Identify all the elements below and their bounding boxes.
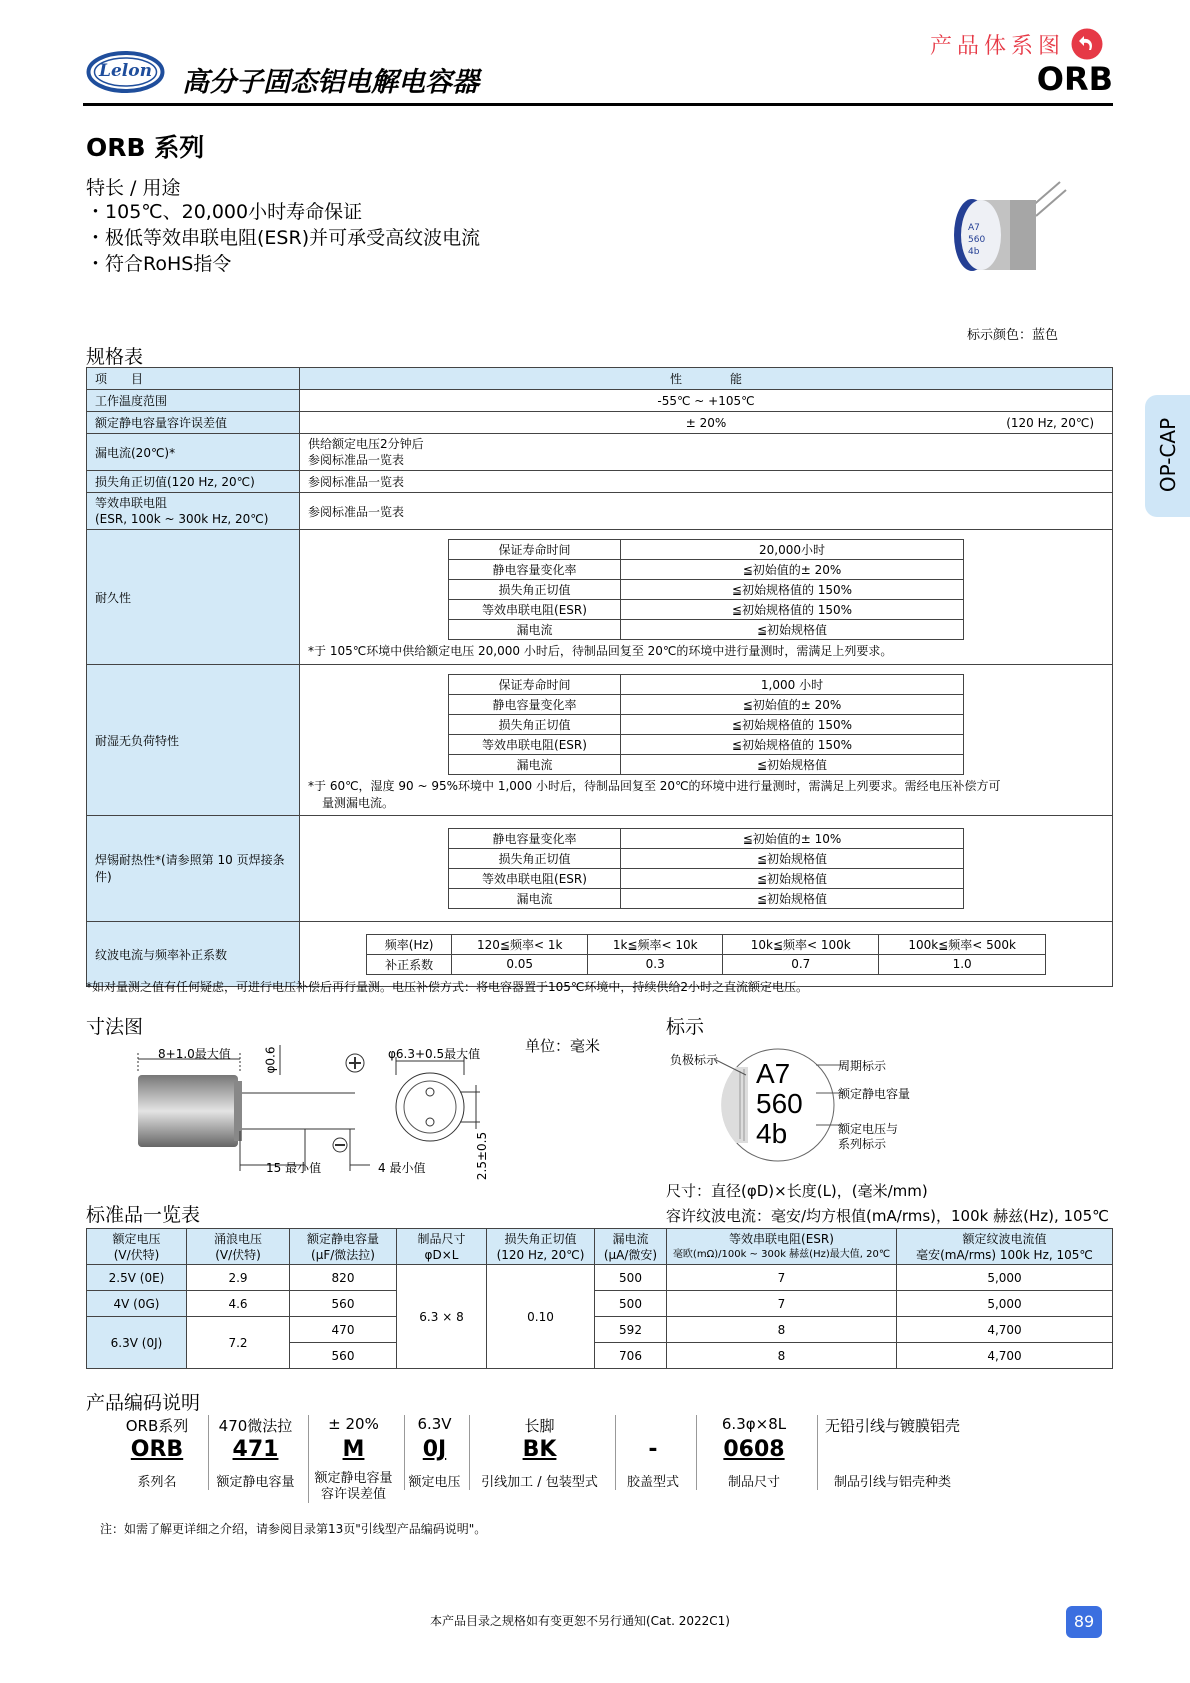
code-example: 长脚 bbox=[524, 1417, 555, 1435]
cap-print: 4b bbox=[968, 247, 980, 257]
code-value: 0J bbox=[422, 1437, 447, 1462]
features-heading: 特长 / 用途 bbox=[86, 177, 181, 199]
product-code-breakdown bbox=[113, 1415, 1013, 1515]
code-value: ORB bbox=[130, 1437, 184, 1462]
esr-label-line: (ESR, 100k ~ 300k Hz, 20℃) bbox=[95, 512, 269, 526]
dim-dia-label: φ6.3+0.5最大值 bbox=[388, 1047, 481, 1061]
solder-item: 静电容量变化率 bbox=[449, 829, 621, 849]
endurance-item: 漏电流 bbox=[449, 620, 621, 640]
ripple-value: 1.0 bbox=[879, 954, 1046, 974]
std-col: 制品尺寸 φD×L bbox=[397, 1229, 487, 1265]
esr-value: 参阅标准品一览表 bbox=[300, 493, 1113, 530]
std-cap: 820 bbox=[290, 1265, 397, 1291]
page-title: 高分子固态铝电解电容器 bbox=[182, 67, 479, 98]
mark-neg: 负极标示 bbox=[670, 1053, 719, 1067]
humidity-label: 耐湿无负荷特性 bbox=[87, 665, 300, 816]
code-desc: 引线加工 / 包装型式 bbox=[481, 1475, 598, 1490]
std-col: 额定纹波电流值 毫安(mA/rms) 100k Hz, 105℃ bbox=[897, 1229, 1113, 1265]
std-leak: 500 bbox=[595, 1291, 667, 1317]
leak-label: 漏电流(20℃)* bbox=[87, 434, 300, 471]
product-system-link[interactable] bbox=[930, 28, 1103, 60]
nav-link-label: 产品体系图 bbox=[930, 33, 1066, 59]
product-code-heading: 产品编码说明 bbox=[86, 1392, 201, 1414]
dim-lead4: 4 最小值 bbox=[378, 1161, 426, 1175]
endurance-value: 20,000小时 bbox=[621, 540, 964, 560]
table-row bbox=[87, 1265, 1113, 1291]
leak-line: 参阅标准品一览表 bbox=[308, 453, 405, 467]
ripple-cell bbox=[300, 922, 1113, 987]
code-example: ORB系列 bbox=[125, 1417, 189, 1435]
std-surge: 2.9 bbox=[187, 1265, 290, 1291]
solder-item: 损失角正切值 bbox=[449, 849, 621, 869]
temp-value: -55℃ ~ +105℃ bbox=[300, 390, 1113, 412]
code-example: 无铅引线与镀膜铝壳 bbox=[824, 1417, 960, 1435]
std-voltage: 4V (0G) bbox=[87, 1291, 187, 1317]
code-desc: 额定电压 bbox=[408, 1475, 461, 1490]
header-rule bbox=[83, 103, 1113, 106]
mark-volt-line: 系列标示 bbox=[838, 1137, 887, 1151]
humidity-value: ≦初始规格值 bbox=[621, 754, 964, 774]
humidity-note: *于 60℃，湿度 90 ~ 95%环境中 1,000 小时后，待制品回复至 20℃的环境中进行量测时，需满足上列要求。需经电压补偿方可 bbox=[308, 778, 1001, 793]
code-desc: 系列名 bbox=[137, 1475, 177, 1490]
table-row bbox=[87, 1291, 1113, 1317]
spec-footnote: *如对量测之值有任何疑虑，可进行电压补偿后再行量测。电压补偿方式：将电容器置于105℃环境中，持续供给2小时之直流额定电压。 bbox=[86, 980, 809, 994]
code-example: 470微法拉 bbox=[218, 1417, 293, 1435]
std-voltage: 2.5V (0E) bbox=[87, 1265, 187, 1291]
leak-cell bbox=[300, 434, 1113, 471]
mark-volt bbox=[838, 1122, 898, 1152]
code-desc: 制品尺寸 bbox=[727, 1475, 780, 1490]
endurance-value: ≦初始规格值 bbox=[621, 620, 964, 640]
feature-list bbox=[86, 199, 480, 277]
endurance-row bbox=[449, 600, 964, 620]
endurance-cell bbox=[300, 530, 1113, 665]
code-part bbox=[696, 1415, 811, 1490]
code-part bbox=[615, 1415, 690, 1490]
ripple-note: 容许纹波电流：毫安/均方根值(mA/rms)，100k 赫兹(Hz), 105℃ bbox=[666, 1207, 1109, 1225]
std-leak: 500 bbox=[595, 1265, 667, 1291]
std-esr: 8 bbox=[667, 1317, 897, 1343]
std-cap: 560 bbox=[290, 1343, 397, 1369]
code-part bbox=[208, 1415, 302, 1490]
std-col: 等效串联电阻(ESR) 毫欧(mΩ)/100k ~ 300k 赫兹(Hz)最大值, 20℃ bbox=[667, 1229, 897, 1265]
solder-item: 漏电流 bbox=[449, 889, 621, 909]
code-example: 6.3φ×8L bbox=[721, 1415, 787, 1433]
code-desc: 额定静电容量容许误差值 bbox=[314, 1471, 393, 1502]
feature-item: ・符合RoHS指令 bbox=[86, 253, 232, 275]
dim-len-label: 8+1.0最大值 bbox=[158, 1047, 231, 1061]
endurance-label: 耐久性 bbox=[87, 530, 300, 665]
humidity-table bbox=[448, 674, 964, 775]
mark-code-line: 560 bbox=[756, 1088, 803, 1119]
dimension-drawing bbox=[130, 1045, 530, 1185]
series-code: ORB bbox=[1036, 60, 1113, 98]
solder-item: 等效串联电阻(ESR) bbox=[449, 869, 621, 889]
humidity-row bbox=[449, 694, 964, 714]
ripple-header: 频率(Hz) bbox=[367, 934, 452, 954]
std-cap: 560 bbox=[290, 1291, 397, 1317]
dim-pitch: 2.5±0.5 bbox=[475, 1131, 490, 1181]
std-cap: 470 bbox=[290, 1317, 397, 1343]
std-col: 额定电压 (V/伏特) bbox=[87, 1229, 187, 1265]
code-part bbox=[404, 1415, 464, 1490]
marking-heading: 标示 bbox=[666, 1016, 705, 1038]
marking-color-note: 标示颜色：蓝色 bbox=[967, 328, 1059, 343]
code-part bbox=[113, 1415, 201, 1490]
std-esr: 7 bbox=[667, 1291, 897, 1317]
capacitor-image bbox=[948, 178, 1068, 288]
solder-value: ≦初始值的± 10% bbox=[621, 829, 964, 849]
std-ripple: 4,700 bbox=[897, 1317, 1113, 1343]
std-esr: 8 bbox=[667, 1343, 897, 1369]
table-row bbox=[87, 1317, 1113, 1343]
solder-row bbox=[449, 829, 964, 849]
std-df: 0.10 bbox=[487, 1265, 595, 1369]
std-ripple: 5,000 bbox=[897, 1291, 1113, 1317]
humidity-value: ≦初始规格值的 150% bbox=[621, 734, 964, 754]
tol-cond: (120 Hz, 20℃) bbox=[1006, 415, 1094, 430]
mark-code-line: 4b bbox=[756, 1118, 788, 1149]
humidity-row bbox=[449, 714, 964, 734]
solder-value: ≦初始规格值 bbox=[621, 869, 964, 889]
humidity-item: 保证寿命时间 bbox=[449, 674, 621, 694]
ripple-table bbox=[366, 934, 1046, 975]
humidity-row bbox=[449, 754, 964, 774]
std-voltage: 6.3V (0J) bbox=[87, 1317, 187, 1369]
standard-heading: 标准品一览表 bbox=[86, 1204, 201, 1226]
cap-print: 560 bbox=[968, 235, 986, 245]
dim-lead-dia: φ0.6 bbox=[263, 1046, 278, 1074]
humidity-item: 损失角正切值 bbox=[449, 714, 621, 734]
std-col: 额定静电容量 (μF/微法拉) bbox=[290, 1229, 397, 1265]
humidity-cell bbox=[300, 665, 1113, 816]
solder-row bbox=[449, 889, 964, 909]
ripple-header: 100k≦频率< 500k bbox=[879, 934, 1046, 954]
code-value: BK bbox=[522, 1437, 557, 1462]
product-code-note: 注：如需了解更详细之介绍，请参阅目录第13页"引线型产品编码说明"。 bbox=[100, 1522, 487, 1536]
mark-code bbox=[756, 1059, 803, 1149]
marking-drawing bbox=[666, 1045, 946, 1165]
endurance-row bbox=[449, 560, 964, 580]
code-example: ± 20% bbox=[328, 1415, 379, 1433]
code-value: M bbox=[342, 1437, 365, 1462]
ripple-value: 0.05 bbox=[452, 954, 588, 974]
ripple-label: 纹波电流与频率补正系数 bbox=[87, 922, 300, 987]
endurance-item: 损失角正切值 bbox=[449, 580, 621, 600]
spec-table bbox=[86, 367, 1113, 987]
solder-table bbox=[448, 828, 964, 909]
logo-text: Lelon bbox=[99, 61, 152, 81]
std-leak: 706 bbox=[595, 1343, 667, 1369]
size-note: 尺寸：直径(φD)×长度(L)，(毫米/mm) bbox=[666, 1182, 928, 1200]
temp-label: 工作温度范围 bbox=[87, 390, 300, 412]
humidity-item: 漏电流 bbox=[449, 754, 621, 774]
endurance-row bbox=[449, 580, 964, 600]
feature-item: ・105℃、20,000小时寿命保证 bbox=[86, 201, 363, 223]
tol-cell bbox=[300, 412, 1113, 434]
code-part bbox=[308, 1415, 398, 1503]
series-title: ORB 系列 bbox=[86, 133, 205, 162]
leak-line: 供给额定电压2分钟后 bbox=[308, 437, 424, 451]
endurance-value: ≦初始规格值的 150% bbox=[621, 580, 964, 600]
tol-value: ± 20% bbox=[685, 415, 727, 430]
mark-volt-line: 额定电压与 bbox=[838, 1122, 899, 1136]
side-tab-label: OP-CAP bbox=[1156, 417, 1180, 493]
code-value: - bbox=[648, 1437, 658, 1462]
solder-row bbox=[449, 849, 964, 869]
df-label: 损失角正切值(120 Hz, 20℃) bbox=[87, 471, 300, 493]
logo bbox=[86, 50, 165, 94]
ripple-header: 1k≦频率< 10k bbox=[588, 934, 723, 954]
endurance-row bbox=[449, 540, 964, 560]
standard-table bbox=[86, 1228, 1113, 1369]
endurance-row bbox=[449, 620, 964, 640]
endurance-item: 等效串联电阻(ESR) bbox=[449, 600, 621, 620]
esr-label bbox=[87, 493, 300, 530]
humidity-note: 量测漏电流。 bbox=[322, 795, 395, 810]
feature-item: ・极低等效串联电阻(ESR)并可承受高纹波电流 bbox=[86, 227, 481, 249]
mark-cap: 额定静电容量 bbox=[838, 1087, 911, 1101]
code-example bbox=[616, 1415, 690, 1437]
spec-col-item: 项 目 bbox=[87, 368, 300, 390]
return-icon bbox=[1071, 28, 1103, 60]
std-col: 损失角正切值 (120 Hz, 20℃) bbox=[487, 1229, 595, 1265]
solder-value: ≦初始规格值 bbox=[621, 849, 964, 869]
solder-label: 焊锡耐热性*(请参照第 10 页焊接条件) bbox=[87, 816, 300, 922]
footer-notice: 本产品目录之规格如有变更恕不另行通知(Cat. 2022C1) bbox=[430, 1614, 730, 1628]
std-esr: 7 bbox=[667, 1265, 897, 1291]
solder-cell bbox=[300, 816, 1113, 922]
humidity-item: 等效串联电阻(ESR) bbox=[449, 734, 621, 754]
ripple-header: 10k≦频率< 100k bbox=[723, 934, 879, 954]
spec-heading: 规格表 bbox=[86, 346, 144, 368]
cap-print: A7 bbox=[968, 223, 980, 233]
ripple-header-row bbox=[367, 934, 1046, 954]
endurance-value: ≦初始值的± 20% bbox=[621, 560, 964, 580]
std-col: 涌浪电压 (V/伏特) bbox=[187, 1229, 290, 1265]
code-part bbox=[469, 1415, 609, 1490]
ripple-value: 0.3 bbox=[588, 954, 723, 974]
code-part bbox=[817, 1415, 967, 1490]
ripple-header: 120≦频率< 1k bbox=[452, 934, 588, 954]
std-ripple: 5,000 bbox=[897, 1265, 1113, 1291]
solder-value: ≦初始规格值 bbox=[621, 889, 964, 909]
humidity-item: 静电容量变化率 bbox=[449, 694, 621, 714]
ripple-value: 补正系数 bbox=[367, 954, 452, 974]
humidity-value: ≦初始值的± 20% bbox=[621, 694, 964, 714]
endurance-item: 保证寿命时间 bbox=[449, 540, 621, 560]
code-value: 471 bbox=[232, 1437, 279, 1462]
dim-lead15: 15 最小值 bbox=[266, 1161, 322, 1175]
std-surge: 4.6 bbox=[187, 1291, 290, 1317]
code-value bbox=[818, 1437, 967, 1471]
code-example: 6.3V bbox=[417, 1415, 452, 1433]
endurance-item: 静电容量变化率 bbox=[449, 560, 621, 580]
code-desc: 胶盖型式 bbox=[626, 1475, 679, 1490]
df-value: 参阅标准品一览表 bbox=[300, 471, 1113, 493]
esr-label-line: 等效串联电阻 bbox=[95, 496, 168, 510]
page-number: 89 bbox=[1066, 1606, 1102, 1638]
std-leak: 592 bbox=[595, 1317, 667, 1343]
std-surge: 7.2 bbox=[187, 1317, 290, 1369]
mark-period: 周期标示 bbox=[838, 1059, 887, 1073]
code-desc: 制品引线与铝壳种类 bbox=[833, 1475, 951, 1490]
tol-label: 额定静电容量容许误差值 bbox=[87, 412, 300, 434]
solder-row bbox=[449, 869, 964, 889]
code-desc: 额定静电容量 bbox=[216, 1475, 295, 1490]
humidity-row bbox=[449, 674, 964, 694]
dimension-heading: 寸法图 bbox=[86, 1016, 144, 1038]
side-tab-opcap[interactable] bbox=[1145, 395, 1190, 517]
spec-col-perf: 性 能 bbox=[300, 368, 1113, 390]
humidity-value: 1,000 小时 bbox=[621, 674, 964, 694]
endurance-value: ≦初始规格值的 150% bbox=[621, 600, 964, 620]
ripple-value: 0.7 bbox=[723, 954, 879, 974]
humidity-row bbox=[449, 734, 964, 754]
ripple-value-row bbox=[367, 954, 1046, 974]
code-value: 0608 bbox=[723, 1437, 785, 1462]
endurance-table bbox=[448, 539, 964, 640]
std-ripple: 4,700 bbox=[897, 1343, 1113, 1369]
std-size: 6.3 × 8 bbox=[397, 1265, 487, 1369]
std-col: 漏电流 (μA/微安) bbox=[595, 1229, 667, 1265]
standard-header-row bbox=[87, 1229, 1113, 1265]
humidity-value: ≦初始规格值的 150% bbox=[621, 714, 964, 734]
mark-code-line: A7 bbox=[756, 1058, 791, 1089]
endurance-note: *于 105℃环境中供给额定电压 20,000 小时后，待制品回复至 20℃的环境中进行量测时，需满足上列要求。 bbox=[308, 644, 893, 658]
dimension-unit: 单位：毫米 bbox=[525, 1037, 601, 1055]
